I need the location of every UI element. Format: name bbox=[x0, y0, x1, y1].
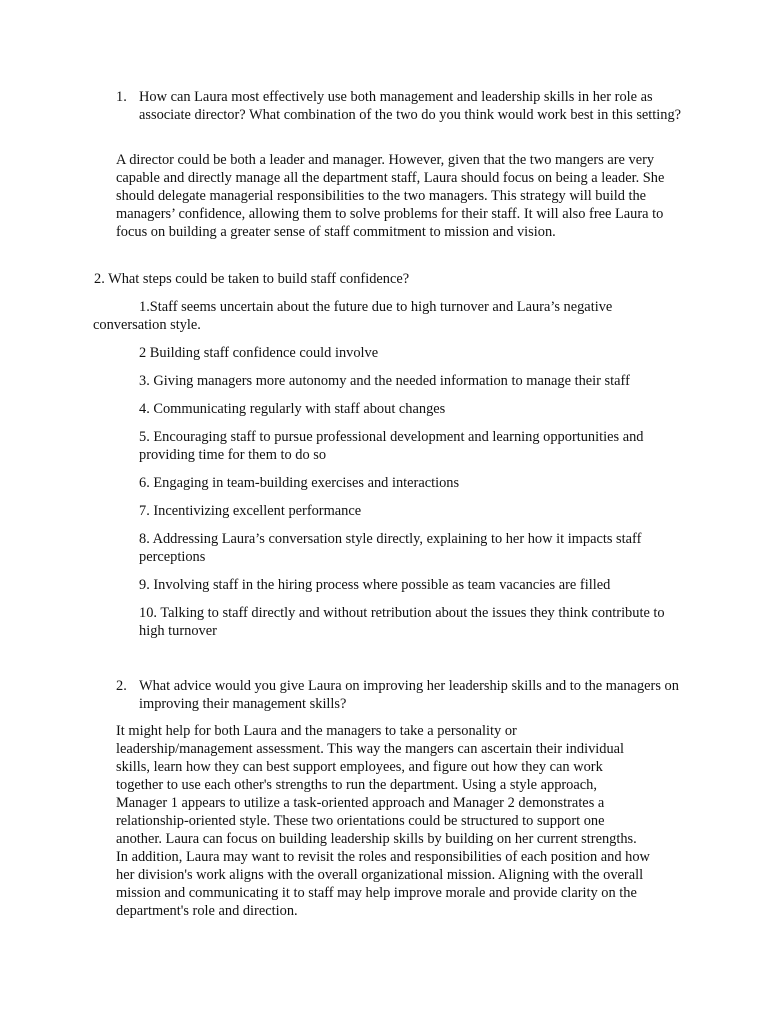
list-item: 7. Incentivizing excellent performance bbox=[139, 503, 362, 519]
question-2-heading: 2. What steps could be taken to build staff confidence? bbox=[94, 271, 410, 287]
question-1-number: 1. bbox=[116, 89, 127, 105]
question-3 bbox=[116, 677, 686, 713]
answer-3-paragraph: It might help for both Laura and the managers to take a personality or leadership/management assessment. This way the mangers can ascertain their individual skills, learn how they can best support employees, and figure out how they can work together to use each other's strengths to run the department. Using a style approach, Manager 1 appears to utilize a task-oriented approach and Manager 2 demonstrates a relationship-oriented style. These two orientations could be structured to support one another. Laura can focus on building leadership skills by building on her current strengths. In addition, Laura may want to revisit the roles and responsibilities of each position and how her division's work aligns with the overall organizational mission. Aligning with the overall mission and communicating it to staff may help improve morale and provide clarity on the department's role and direction. bbox=[116, 723, 650, 919]
list-item: 9. Involving staff in the hiring process where possible as team vacancies are filled bbox=[139, 577, 611, 593]
question-2-intro: 1.Staff seems uncertain about the future due to high turnover and Laura’s negative conversation style. bbox=[93, 299, 613, 333]
list-item: 5. Encouraging staff to pursue professional development and learning opportunities and providing time for them to do so bbox=[139, 429, 644, 463]
list-item: 3. Giving managers more autonomy and the needed information to manage their staff bbox=[139, 373, 630, 389]
steps-list bbox=[139, 344, 679, 650]
list-item: 6. Engaging in team-building exercises and interactions bbox=[139, 475, 460, 491]
question-3-text: What advice would you give Laura on improving her leadership skills and to the managers on improving their management skills? bbox=[139, 678, 679, 712]
list-item: 10. Talking to staff directly and without retribution about the issues they think contribute to high turnover bbox=[139, 605, 665, 639]
question-1 bbox=[116, 88, 686, 124]
list-item: 4. Communicating regularly with staff about changes bbox=[139, 401, 446, 417]
list-item: 8. Addressing Laura’s conversation style directly, explaining to her how it impacts staff perceptions bbox=[139, 531, 642, 565]
list-item: 2 Building staff confidence could involve bbox=[139, 345, 379, 361]
question-1-text: How can Laura most effectively use both management and leadership skills in her role as associate director? What combination of the two do you think would work best in this setting? bbox=[139, 89, 682, 123]
question-3-number: 2. bbox=[116, 678, 127, 694]
answer-1-paragraph: A director could be both a leader and manager. However, given that the two mangers are very capable and directly manage all the department staff, Laura should focus on being a leader. She should delegate managerial responsibilities to the two managers. This strategy will build the managers’ confidence, allowing them to solve problems for their staff. It will also free Laura to focus on building a greater sense of staff commitment to mission and vision. bbox=[116, 152, 665, 240]
